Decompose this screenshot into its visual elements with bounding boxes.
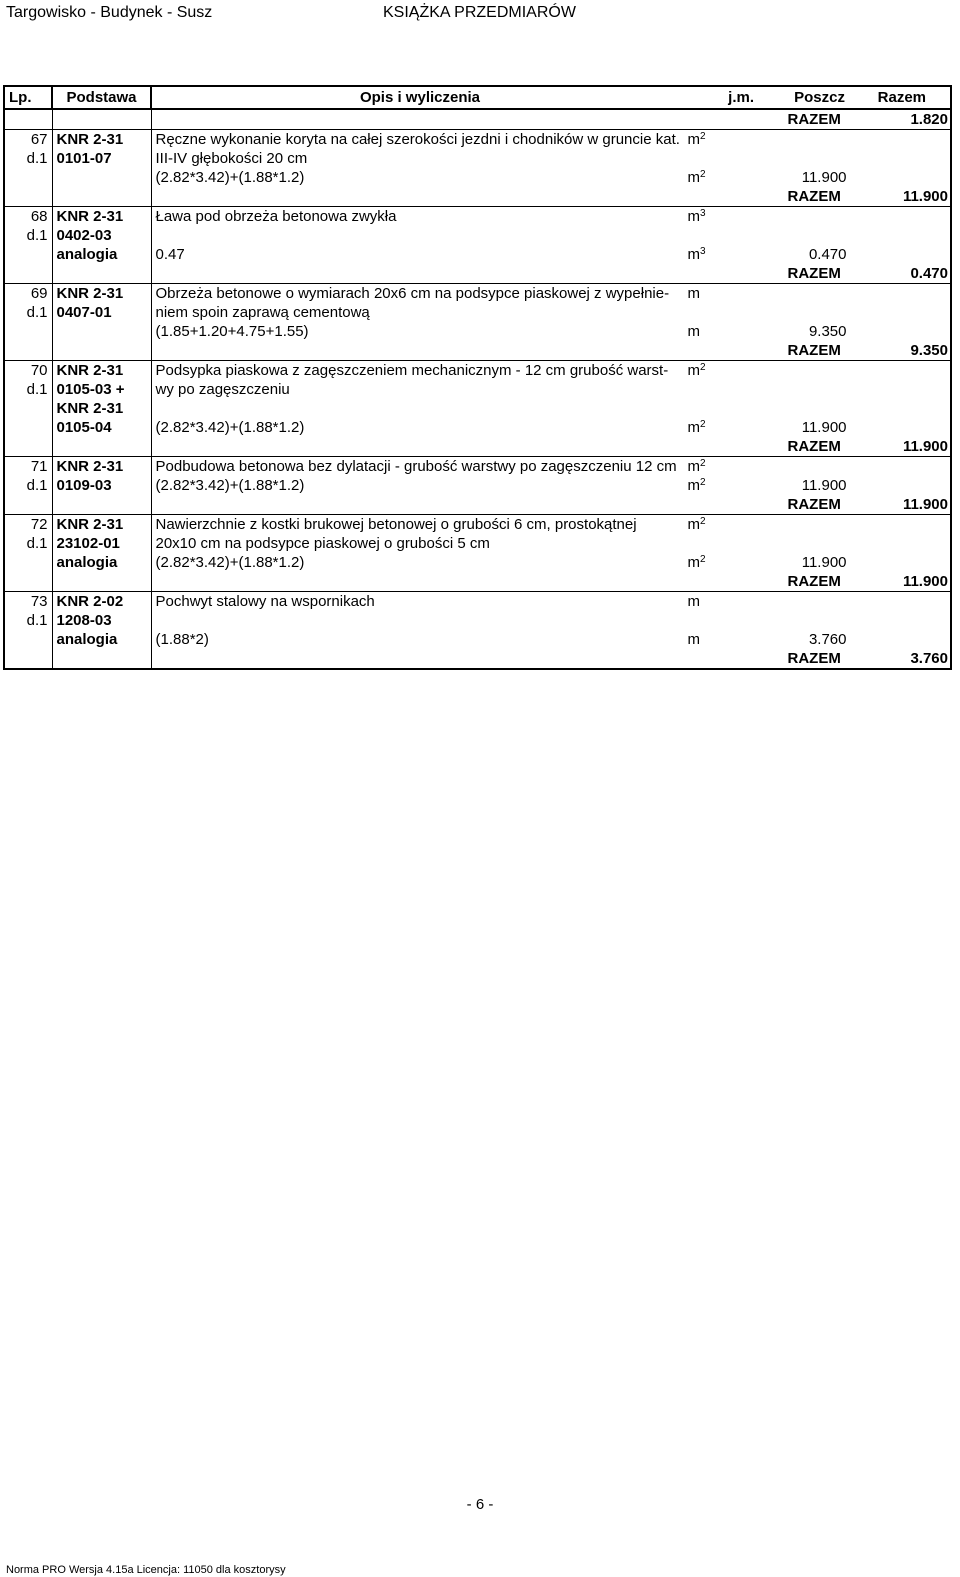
item-lp-cell bbox=[4, 515, 52, 592]
item-base-line: analogia bbox=[56, 631, 118, 648]
item-unit: $m^3$ bbox=[687, 208, 706, 225]
item-base-line: 0402-03 bbox=[56, 227, 112, 244]
razem-value: 0.470 bbox=[910, 265, 948, 282]
carryover-razem-row bbox=[4, 109, 951, 130]
item-base-line: KNR 2-31 bbox=[56, 131, 124, 148]
table-row bbox=[4, 515, 951, 592]
item-number: 73 bbox=[30, 593, 48, 610]
table-row bbox=[4, 361, 951, 457]
item-base-line: 23102-01 bbox=[56, 535, 120, 552]
razem-label: RAZEM bbox=[787, 265, 841, 282]
item-calculation: (1.85+1.20+4.75+1.55) bbox=[155, 323, 309, 340]
item-unit: $m^2$ bbox=[687, 516, 706, 533]
item-base-cell bbox=[52, 284, 151, 361]
table-row bbox=[4, 207, 951, 284]
item-base-cell bbox=[52, 130, 151, 207]
item-description: Nawierzchnie z kostki brukowej betonowej o grubości 6 cm, prostokątnej bbox=[155, 516, 637, 533]
item-base-line: KNR 2-31 bbox=[56, 400, 124, 417]
item-base-cell bbox=[52, 515, 151, 592]
item-unit: $m^2$ bbox=[687, 362, 706, 379]
item-description: Podbudowa betonowa bez dylatacji - grubość warstwy po zagęszczeniu 12 cm bbox=[155, 458, 677, 475]
table-row bbox=[4, 284, 951, 361]
item-lp-cell bbox=[4, 592, 52, 670]
footer-license-text: Norma PRO Wersja 4.15a Licencja: 11050 dla kosztorysy bbox=[6, 1564, 286, 1576]
razem-label: RAZEM bbox=[787, 188, 841, 205]
column-header-unit: j.m. bbox=[728, 89, 754, 106]
item-base-line: KNR 2-31 bbox=[56, 458, 124, 475]
item-sub: d.1 bbox=[26, 227, 48, 244]
item-quantity: 9.350 bbox=[808, 323, 847, 340]
item-number: 69 bbox=[30, 285, 48, 302]
table-row bbox=[4, 592, 951, 670]
item-sub: d.1 bbox=[26, 150, 48, 167]
item-description: Obrzeża betonowe o wymiarach 20x6 cm na podsypce piaskowej z wypełnie- bbox=[155, 285, 670, 302]
item-calculation: (2.82*3.42)+(1.88*1.2) bbox=[155, 554, 305, 571]
item-number: 67 bbox=[30, 131, 48, 148]
item-number: 71 bbox=[30, 458, 48, 475]
item-unit: $m^2$ bbox=[687, 131, 706, 148]
razem-label: RAZEM bbox=[787, 342, 841, 359]
page-number: - 6 - bbox=[466, 1496, 494, 1513]
item-description: III-IV głębokości 20 cm bbox=[155, 150, 308, 167]
table-row bbox=[4, 457, 951, 515]
table-row bbox=[4, 130, 951, 207]
item-description: niem spoin zaprawą cementową bbox=[155, 304, 370, 321]
item-sub: d.1 bbox=[26, 535, 48, 552]
item-calculation: (2.82*3.42)+(1.88*1.2) bbox=[155, 477, 305, 494]
item-number: 68 bbox=[30, 208, 48, 225]
razem-value: 11.900 bbox=[902, 188, 948, 205]
item-unit: $m^2$ bbox=[687, 458, 706, 475]
razem-value: 1.820 bbox=[910, 111, 948, 128]
item-lp-cell bbox=[4, 457, 52, 515]
item-calc-unit: m bbox=[687, 631, 700, 648]
column-header-total: Razem bbox=[877, 89, 926, 106]
item-base-cell bbox=[52, 457, 151, 515]
item-number: 72 bbox=[30, 516, 48, 533]
razem-value: 11.900 bbox=[902, 573, 948, 590]
item-base-line: KNR 2-31 bbox=[56, 208, 124, 225]
item-base-cell bbox=[52, 592, 151, 670]
column-header-desc: Opis i wyliczenia bbox=[359, 89, 481, 106]
item-calc-unit: $m^2$ bbox=[687, 477, 706, 494]
item-calculation: 0.47 bbox=[155, 246, 185, 263]
item-calculation: (2.82*3.42)+(1.88*1.2) bbox=[155, 419, 305, 436]
table-header-row bbox=[4, 86, 951, 109]
item-lp-cell bbox=[4, 284, 52, 361]
item-calc-unit: m bbox=[687, 323, 700, 340]
item-content-cell bbox=[151, 207, 951, 284]
item-sub: d.1 bbox=[26, 381, 48, 398]
bill-of-quantities-table bbox=[3, 85, 952, 670]
item-base-line: 0105-03 + bbox=[56, 381, 125, 398]
item-sub: d.1 bbox=[26, 477, 48, 494]
razem-label: RAZEM bbox=[787, 650, 841, 667]
item-quantity: 11.900 bbox=[801, 419, 847, 436]
item-base-line: KNR 2-31 bbox=[56, 285, 124, 302]
item-lp-cell bbox=[4, 207, 52, 284]
item-lp-cell bbox=[4, 130, 52, 207]
item-base-cell bbox=[52, 207, 151, 284]
item-calc-unit: $m^2$ bbox=[687, 419, 706, 436]
item-sub: d.1 bbox=[26, 612, 48, 629]
item-number: 70 bbox=[30, 362, 48, 379]
item-base-line: KNR 2-02 bbox=[56, 593, 124, 610]
item-lp-cell bbox=[4, 361, 52, 457]
column-header-lp: Lp. bbox=[4, 86, 52, 109]
item-base-line: analogia bbox=[56, 246, 118, 263]
razem-label: RAZEM bbox=[787, 111, 841, 128]
item-unit: m bbox=[687, 593, 700, 610]
item-quantity: 3.760 bbox=[808, 631, 847, 648]
item-quantity: 11.900 bbox=[801, 554, 847, 571]
item-calc-unit: $m^2$ bbox=[687, 169, 706, 186]
item-calculation: (1.88*2) bbox=[155, 631, 209, 648]
item-content-cell bbox=[151, 361, 951, 457]
razem-value: 11.900 bbox=[902, 438, 948, 455]
item-calc-unit: $m^2$ bbox=[687, 554, 706, 571]
item-base-line: analogia bbox=[56, 554, 118, 571]
item-description: Podsypka piaskowa z zagęszczeniem mechanicznym - 12 cm grubość warst- bbox=[155, 362, 669, 379]
item-base-cell bbox=[52, 361, 151, 457]
item-base-line: 0101-07 bbox=[56, 150, 112, 167]
item-content-cell bbox=[151, 457, 951, 515]
item-sub: d.1 bbox=[26, 304, 48, 321]
item-description: wy po zagęszczeniu bbox=[155, 381, 290, 398]
item-description: Ręczne wykonanie koryta na całej szerokości jezdni i chodników w gruncie kat. bbox=[155, 131, 680, 148]
item-base-line: KNR 2-31 bbox=[56, 362, 124, 379]
item-base-line: 1208-03 bbox=[56, 612, 112, 629]
item-unit: m bbox=[687, 285, 700, 302]
column-header-base: Podstawa bbox=[52, 86, 151, 109]
header-project-title: Targowisko - Budynek - Susz bbox=[6, 4, 213, 21]
item-description: 20x10 cm na podsypce piaskowej o grubości 5 cm bbox=[155, 535, 490, 552]
razem-label: RAZEM bbox=[787, 573, 841, 590]
razem-label: RAZEM bbox=[787, 496, 841, 513]
item-calc-unit: $m^3$ bbox=[687, 246, 706, 263]
header-document-title: KSIĄŻKA PRZEDMIARÓW bbox=[383, 4, 576, 21]
item-content-cell bbox=[151, 592, 951, 670]
item-quantity: 11.900 bbox=[801, 477, 847, 494]
table-body bbox=[4, 109, 951, 669]
item-calculation: (2.82*3.42)+(1.88*1.2) bbox=[155, 169, 305, 186]
item-quantity: 11.900 bbox=[801, 169, 847, 186]
item-base-line: 0109-03 bbox=[56, 477, 112, 494]
column-header-group bbox=[151, 86, 951, 109]
item-content-cell bbox=[151, 130, 951, 207]
item-base-line: 0105-04 bbox=[56, 419, 112, 436]
item-content-cell bbox=[151, 515, 951, 592]
column-header-qty: Poszcz bbox=[794, 89, 845, 106]
razem-label: RAZEM bbox=[787, 438, 841, 455]
razem-value: 3.760 bbox=[910, 650, 948, 667]
item-description: Ława pod obrzeża betonowa zwykła bbox=[155, 208, 397, 225]
item-base-line: 0407-01 bbox=[56, 304, 112, 321]
razem-value: 9.350 bbox=[910, 342, 948, 359]
item-base-line: KNR 2-31 bbox=[56, 516, 124, 533]
razem-value: 11.900 bbox=[902, 496, 948, 513]
item-quantity: 0.470 bbox=[808, 246, 847, 263]
item-description: Pochwyt stalowy na wspornikach bbox=[155, 593, 375, 610]
item-content-cell bbox=[151, 284, 951, 361]
